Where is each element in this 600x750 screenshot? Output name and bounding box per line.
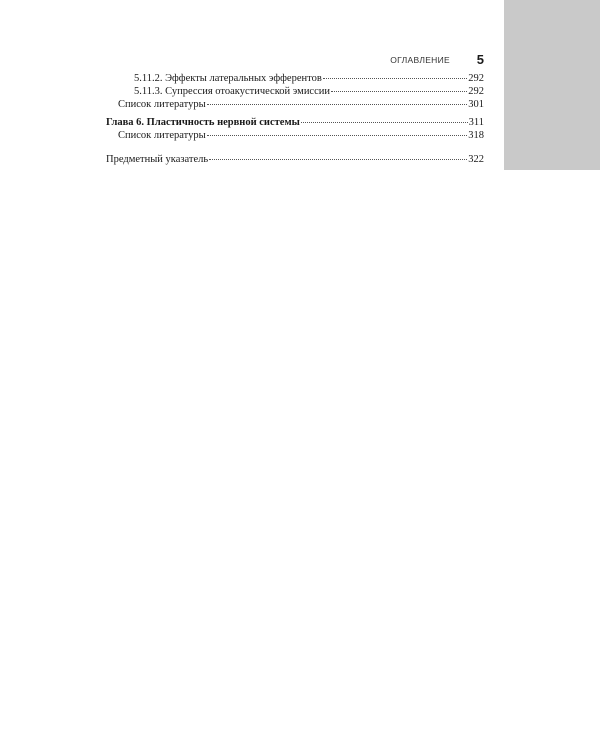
toc-dot-leader (323, 78, 467, 79)
toc-entry-page: 301 (468, 99, 484, 110)
toc-entry-title: 5.11.2. Эффекты латеральных эфферентов (134, 73, 322, 84)
toc-entry[interactable] (106, 98, 484, 111)
toc-entry-page: 292 (468, 73, 484, 84)
toc-dot-leader (301, 122, 468, 123)
toc-entry-page: 311 (468, 117, 484, 128)
toc-dot-leader (209, 159, 467, 160)
toc-entry-title: Список литературы (118, 99, 206, 110)
toc-entry-page: 322 (468, 154, 484, 165)
toc-entry-title: 5.11.3. Супрессия отоакустической эмиссии (134, 86, 330, 97)
toc-dot-leader (207, 135, 468, 136)
section-name: ОГЛАВЛЕНИЕ (390, 55, 450, 65)
toc-dot-leader (331, 91, 467, 92)
page-number: 5 (476, 52, 484, 67)
running-head (106, 54, 484, 68)
toc-dot-leader (207, 104, 468, 105)
toc-index-entry[interactable] (106, 153, 484, 166)
table-of-contents (106, 72, 484, 166)
side-thumb-tab (504, 0, 600, 170)
toc-entry-page: 292 (468, 86, 484, 97)
toc-entry[interactable] (106, 129, 484, 142)
toc-entry-page: 318 (468, 130, 484, 141)
toc-entry-title: Список литературы (118, 130, 206, 141)
toc-entry[interactable] (106, 85, 484, 98)
toc-entry-title: Предметный указатель (106, 154, 209, 165)
toc-chapter-entry[interactable] (106, 116, 484, 129)
toc-entry[interactable] (106, 72, 484, 85)
toc-entry-title: Глава 6. Пластичность нервной системы (106, 117, 300, 128)
